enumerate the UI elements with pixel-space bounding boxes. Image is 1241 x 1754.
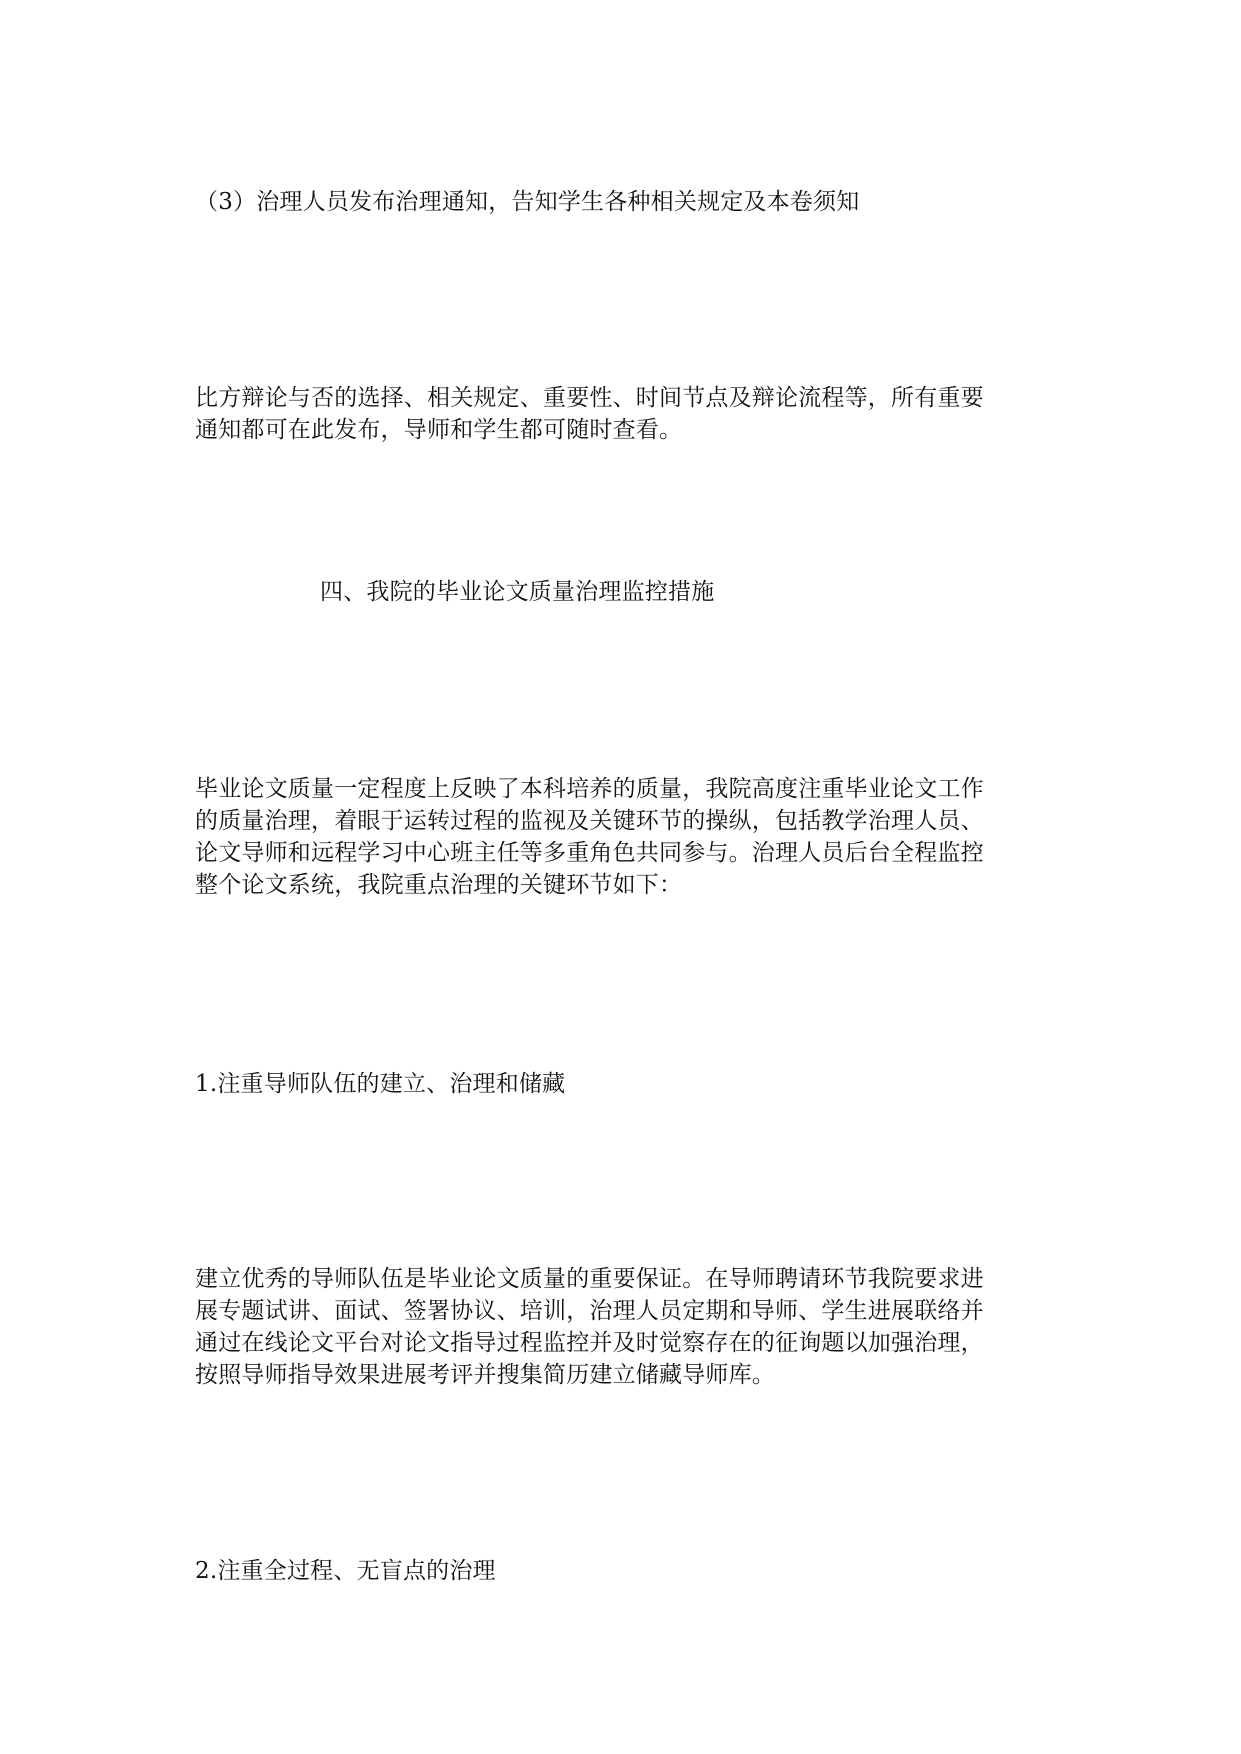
- example-paragraph: 比方辩论与否的选择、相关规定、重要性、时间节点及辩论流程等，所有重要 通知都可在此发布，导师和学生都可随时查看。: [195, 385, 984, 443]
- subheading-tutor-team: 1.注重导师队伍的建立、治理和储藏: [195, 1071, 566, 1097]
- notice-paragraph: （3）治理人员发布治理通知，告知学生各种相关规定及本卷须知: [195, 189, 860, 215]
- subheading-full-process: 2.注重全过程、无盲点的治理: [195, 1558, 496, 1584]
- intro-paragraph: 毕业论文质量一定程度上反映了本科培养的质量，我院高度注重毕业论文工作 的质量治理，着眼于运转过程的监视及关键环节的操纵，包括教学治理人员、 论文导师和远程学习中心班主任等多重角色共同参与。治理人员后台全程监控 整个论文系统，我院重点治理的关键环节如下：: [195, 776, 984, 898]
- section-heading: 四、我院的毕业论文质量治理监控措施: [320, 579, 715, 605]
- tutor-paragraph: 建立优秀的导师队伍是毕业论文质量的重要保证。在导师聘请环节我院要求进 展专题试讲、面试、签署协议、培训，治理人员定期和导师、学生进展联络并 通过在线论文平台对论文指导过程监控并及时觉察存在的征询题以加强治理， 按照导师指导效果进展考评并搜集简历建立储藏导师库。: [195, 1266, 984, 1388]
